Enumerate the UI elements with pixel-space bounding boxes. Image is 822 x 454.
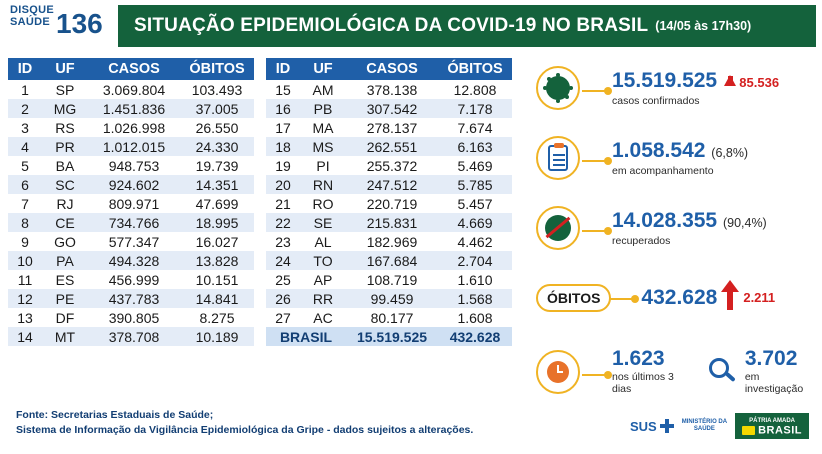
- cell-obitos: 1.608: [457, 309, 493, 326]
- monitoring-percent: (6,8%): [711, 145, 749, 160]
- clipboard-icon: [536, 136, 580, 180]
- ministry-of-health-logo: [682, 419, 727, 433]
- no-virus-glyph: [545, 215, 571, 241]
- table-row: [8, 175, 254, 194]
- cell-obitos: 26.550: [195, 119, 239, 136]
- indicator-values: [641, 280, 775, 315]
- cell-uf: AC: [313, 309, 333, 326]
- cell-casos: 182.969: [366, 233, 418, 250]
- cell-uf: PR: [42, 137, 88, 156]
- cell-obitos: 18.995: [180, 213, 254, 232]
- last-three-days-values: [612, 348, 691, 395]
- connector-line: [582, 160, 608, 162]
- confirmed-caption: casos confirmados: [612, 94, 700, 107]
- cell-id: 6: [8, 175, 42, 194]
- cell-casos: 494.328: [88, 251, 180, 270]
- cell-obitos: 6.163: [438, 137, 512, 156]
- cell-casos: 378.138: [366, 81, 418, 98]
- cell-uf: SE: [300, 213, 346, 232]
- cell-casos: 924.602: [88, 175, 180, 194]
- health-cross-icon: [660, 419, 674, 433]
- deaths-value: [641, 280, 775, 315]
- table-row: [266, 251, 512, 270]
- cell-casos: 456.999: [108, 271, 160, 288]
- cell-casos: 247.512: [346, 175, 438, 194]
- cell-uf: CE: [42, 213, 88, 232]
- cell-obitos: 4.462: [457, 233, 493, 250]
- virus-icon: [536, 66, 580, 110]
- col-id: ID: [8, 58, 42, 80]
- cell-id: 11: [17, 271, 33, 288]
- cell-casos: 1.012.015: [88, 137, 180, 156]
- recovered-value: [612, 210, 767, 234]
- cell-obitos: 5.457: [457, 195, 493, 212]
- cell-uf: PA: [42, 251, 88, 270]
- cell-id: 23: [275, 233, 291, 250]
- cell-casos: 80.177: [370, 309, 414, 326]
- cell-total-casos: 15.519.525: [346, 327, 438, 346]
- cell-obitos: 1.610: [457, 271, 493, 288]
- cell-uf: MT: [42, 327, 88, 346]
- gov-line2: BRASIL: [758, 424, 803, 437]
- table-row: [266, 99, 512, 118]
- indicator-values: [612, 140, 748, 177]
- clock-icon: [536, 350, 580, 394]
- cell-casos: 108.719: [366, 271, 418, 288]
- col-id: ID: [266, 58, 300, 80]
- virus-glyph: [546, 76, 570, 100]
- monitoring-caption: em acompanhamento: [612, 164, 714, 177]
- cell-id: 10: [8, 251, 42, 270]
- cell-casos: 378.708: [88, 327, 180, 346]
- indicator-deaths: [536, 280, 816, 315]
- cell-id: 22: [266, 213, 300, 232]
- cell-obitos: 103.493: [191, 81, 243, 98]
- table-row: [266, 289, 512, 308]
- footer-line2: Sistema de Informação da Vigilância Epidemiológica da Gripe - dados sujeitos a alterações.: [16, 424, 474, 436]
- arrow-stem: [728, 76, 733, 85]
- col-obitos: ÓBITOS: [180, 58, 254, 80]
- cell-obitos: 2.704: [438, 251, 512, 270]
- cell-obitos: 19.739: [195, 157, 239, 174]
- cell-casos: 734.766: [88, 213, 180, 232]
- page-title: SITUAÇÃO EPIDEMIOLÓGICA DA COVID-19 NO BRASIL: [134, 15, 649, 36]
- brazil-flag-icon: [742, 426, 755, 435]
- footer-source: [16, 408, 536, 438]
- indicator-confirmed: [536, 66, 816, 110]
- cell-total-label: BRASIL: [266, 327, 346, 346]
- cell-id: 21: [275, 195, 291, 212]
- cell-total-obitos: 432.628: [438, 327, 512, 346]
- cell-obitos: 1.568: [438, 289, 512, 308]
- connector-line: [582, 90, 608, 92]
- footer-line1: Fonte: Secretarias Estaduais de Saúde;: [16, 409, 214, 421]
- cell-uf: RO: [312, 195, 334, 212]
- indicator-monitoring: [536, 136, 816, 180]
- cell-id: 18: [266, 137, 300, 156]
- cell-obitos: 5.469: [457, 157, 493, 174]
- cell-id: 9: [21, 233, 29, 250]
- cell-uf: RR: [300, 289, 346, 308]
- table-total-row: [266, 327, 512, 346]
- table-row: [266, 232, 512, 251]
- ministry-line1: MINISTÉRIO DA: [681, 419, 728, 425]
- state-table-left: [8, 58, 254, 346]
- obitos-label: ÓBITOS: [547, 289, 601, 306]
- cell-casos: 437.783: [88, 289, 180, 308]
- cell-casos: 220.719: [366, 195, 418, 212]
- col-casos: CASOS: [346, 58, 438, 80]
- arrow-up-svg: [721, 280, 739, 310]
- big-arrow-up-icon: [721, 280, 739, 315]
- cell-id: 3: [21, 119, 29, 136]
- confirmed-delta: 85.536: [739, 74, 780, 90]
- cell-obitos: 24.330: [180, 137, 254, 156]
- cell-obitos: 7.178: [438, 99, 512, 118]
- table-row: [8, 270, 254, 289]
- cell-id: 17: [275, 119, 291, 136]
- cell-id: 13: [17, 309, 33, 326]
- cell-uf: SC: [42, 175, 88, 194]
- cell-uf: RN: [300, 175, 346, 194]
- cell-casos: 577.347: [108, 233, 160, 250]
- cell-id: 19: [275, 157, 291, 174]
- cell-id: 14: [8, 327, 42, 346]
- cell-uf: MG: [42, 99, 88, 118]
- gov-line2-wrap: [742, 426, 802, 435]
- table-row: [266, 194, 512, 213]
- cell-uf: RS: [55, 119, 75, 136]
- cell-id: 12: [8, 289, 42, 308]
- cell-id: 2: [8, 99, 42, 118]
- clipboard-glyph: [548, 145, 568, 171]
- indicator-deaths-detail: [536, 348, 816, 395]
- cell-id: 1: [21, 81, 29, 98]
- sus-logo: [630, 419, 674, 434]
- under-investigation-caption: em investigação: [744, 371, 804, 395]
- table-row: [8, 99, 254, 118]
- cell-casos: 1.451.836: [88, 99, 180, 118]
- header: [0, 0, 822, 52]
- cell-casos: 809.971: [108, 195, 160, 212]
- brand-logos: [630, 406, 810, 446]
- cell-uf: PE: [42, 289, 88, 308]
- cell-obitos: 47.699: [195, 195, 239, 212]
- cell-uf: MA: [312, 119, 334, 136]
- table-row: [266, 137, 512, 156]
- cell-id: 25: [275, 271, 291, 288]
- table-row: [8, 118, 254, 137]
- under-investigation-values: [745, 348, 816, 395]
- cell-obitos: 16.027: [195, 233, 239, 250]
- recovered-number: 14.028.355: [612, 208, 718, 232]
- deaths-number: 432.628: [641, 285, 718, 309]
- cell-id: 4: [8, 137, 42, 156]
- connector-line: [582, 374, 608, 376]
- cell-casos: 262.551: [346, 137, 438, 156]
- col-casos: CASOS: [88, 58, 180, 80]
- table-row: [266, 175, 512, 194]
- cell-uf: RJ: [56, 195, 74, 212]
- clock-glyph: [547, 361, 569, 383]
- cell-uf: DF: [55, 309, 75, 326]
- table-row: [266, 156, 512, 175]
- cell-casos: 1.026.998: [102, 119, 166, 136]
- confirmed-number: 15.519.525: [612, 68, 718, 92]
- table-row: [266, 80, 512, 99]
- cell-obitos: 14.841: [180, 289, 254, 308]
- cell-id: 8: [8, 213, 42, 232]
- table-row: [8, 213, 254, 232]
- indicator-values: [612, 70, 779, 107]
- cell-casos: 215.831: [346, 213, 438, 232]
- cell-id: 15: [275, 81, 291, 98]
- page-title-timestamp: (14/05 às 17h30): [655, 19, 752, 33]
- cell-uf: MS: [300, 137, 346, 156]
- cell-obitos: 12.808: [453, 81, 497, 98]
- disque-saude-logo: [10, 4, 110, 48]
- cell-uf: AL: [314, 233, 332, 250]
- ministry-line2: SAÚDE: [693, 426, 715, 432]
- col-uf: UF: [42, 58, 88, 80]
- monitoring-number: 1.058.542: [612, 138, 706, 162]
- cell-casos: 307.542: [346, 99, 438, 118]
- magnifier-icon: [709, 358, 737, 386]
- cell-uf: TO: [300, 251, 346, 270]
- table-row: [266, 118, 512, 137]
- cell-uf: AP: [313, 271, 333, 288]
- cell-uf: PI: [316, 157, 330, 174]
- connector-line: [609, 298, 635, 300]
- table-header-row: [8, 58, 254, 80]
- cell-obitos: 10.151: [195, 271, 239, 288]
- table-row: [8, 194, 254, 213]
- cell-casos: 390.805: [108, 309, 160, 326]
- cell-obitos: 13.828: [180, 251, 254, 270]
- cell-casos: 3.069.804: [102, 81, 166, 98]
- table-row: [8, 156, 254, 175]
- cell-obitos: 4.669: [438, 213, 512, 232]
- recovered-percent: (90,4%): [722, 215, 767, 230]
- cell-casos: 99.459: [346, 289, 438, 308]
- gov-line1: PÁTRIA AMADA: [749, 417, 795, 424]
- cell-id: 16: [266, 99, 300, 118]
- cell-uf: SP: [55, 81, 75, 98]
- cell-obitos: 8.275: [199, 309, 235, 326]
- cell-casos: 278.137: [366, 119, 418, 136]
- table-row: [8, 327, 254, 346]
- under-investigation-number: 3.702: [744, 347, 798, 370]
- cell-uf: AM: [312, 81, 334, 98]
- cell-id: 24: [266, 251, 300, 270]
- status-badge: [536, 284, 611, 312]
- cell-id: 5: [21, 157, 29, 174]
- table-row: [8, 80, 254, 99]
- cell-id: 26: [266, 289, 300, 308]
- recovered-caption: recuperados: [612, 234, 671, 247]
- cell-obitos: 7.674: [457, 119, 493, 136]
- last-three-days-number: 1.623: [612, 347, 665, 370]
- summary-panel: [536, 58, 816, 395]
- no-virus-icon: [536, 206, 580, 250]
- col-obitos: ÓBITOS: [438, 58, 512, 80]
- federal-government-logo: [735, 413, 809, 439]
- cell-obitos: 37.005: [180, 99, 254, 118]
- logo-line2: SAÚDE: [10, 16, 51, 28]
- table-row: [8, 137, 254, 156]
- last-three-days-caption: nos últimos 3 dias: [612, 371, 674, 395]
- cell-obitos: 5.785: [438, 175, 512, 194]
- cell-uf: ES: [55, 271, 75, 288]
- cell-uf: PB: [300, 99, 346, 118]
- connector-line: [582, 230, 608, 232]
- col-uf: UF: [300, 58, 346, 80]
- cell-casos: 948.753: [108, 157, 160, 174]
- indicator-recovered: [536, 206, 816, 250]
- cell-id: 20: [266, 175, 300, 194]
- monitoring-value: [612, 140, 748, 164]
- cell-uf: BA: [55, 157, 75, 174]
- cell-uf: GO: [54, 233, 76, 250]
- state-table-right: [266, 58, 512, 346]
- table-row: [266, 308, 512, 327]
- deaths-delta: 2.211: [743, 289, 776, 305]
- cell-id: 7: [21, 195, 29, 212]
- logo-number: 136: [56, 8, 103, 39]
- confirmed-value: [612, 70, 779, 94]
- indicator-values: [612, 210, 767, 247]
- cell-casos: 167.684: [346, 251, 438, 270]
- cell-casos: 255.372: [366, 157, 418, 174]
- table-row: [266, 213, 512, 232]
- cell-obitos: 10.189: [180, 327, 254, 346]
- logo-line1: DISQUE: [10, 4, 54, 16]
- table-row: [8, 251, 254, 270]
- table-row: [8, 232, 254, 251]
- title-bar: [118, 5, 816, 47]
- cell-id: 27: [275, 309, 291, 326]
- table-row: [8, 308, 254, 327]
- sus-label: SUS: [630, 418, 657, 434]
- cell-obitos: 14.351: [180, 175, 254, 194]
- table-header-row: [266, 58, 512, 80]
- table-row: [8, 289, 254, 308]
- table-row: [266, 270, 512, 289]
